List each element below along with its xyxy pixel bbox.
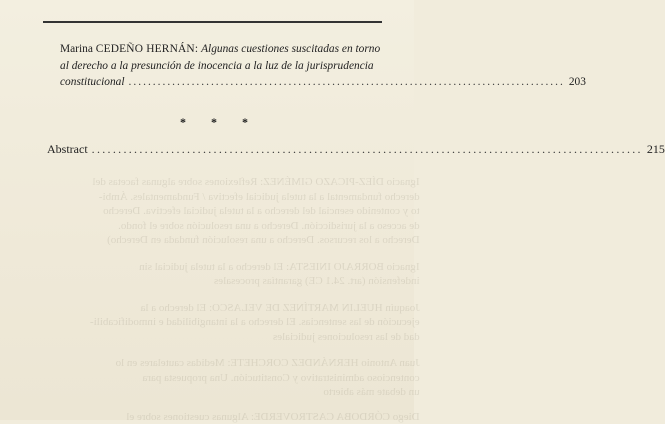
author-last-name: CEDEÑO HERNÁN: [95,43,199,55]
entry-title-part-3: constitucional [60,76,125,88]
toc-entry [60,41,586,91]
entry-title-part-2: al derecho a la presunción de inocencia a la luz de la jurisprudencia [60,59,374,72]
author-first-name: Marina [60,43,93,55]
bleed-through-text: Ignacio DÍEZ-PICAZO GIMÉNEZ: Reflexiones sobre algunas facetas del derecho fundamental a la tutela judicial efectiva / Fundamentales. Ámbi- to y contenido esencial del derecho a la tutela judicial efectiva. Derecho de acceso a la jurisdicción. Derecho a una resolución sobre el fondo. Derecho a los recursos. Derecho a una resolución fundada en Derecho) Ignacio BORRAJO INIESTA: El derecho a la tutela judicial sin indefensión (art. 24.1 CE) garantías procesales Joaquín HUELIN MARTÍNEZ DE VELASCO: El derecho a la ejecución de las sentencias. El derecho a la intangibilidad e inmodificabili- dad de las resoluciones judiciales Juan Antonio HERNÁNDEZ CORCHETE: Medidas cautelares en lo contencioso administrativo y Constitución. Una propuesta para un debate más abierto Diego CÓRDOBA CASTROVERDE: Algunas cuestiones sobre el [90,176,420,423]
abstract-label: Abstract [47,142,88,156]
toc-entry-line-1 [60,41,385,58]
toc-entry-leader-line [60,74,586,91]
abstract-entry [47,142,665,157]
entry-page-number: 203 [568,76,586,88]
abstract-page-number: 215 [646,142,665,156]
dot-leader: ........................................................................................................ [91,142,643,156]
top-rule [43,21,382,23]
dot-leader: .......................................................................................... [128,76,565,88]
section-separator: * * * [180,115,259,129]
entry-title-part-1: Algunas cuestiones suscitadas en torno [201,43,381,55]
